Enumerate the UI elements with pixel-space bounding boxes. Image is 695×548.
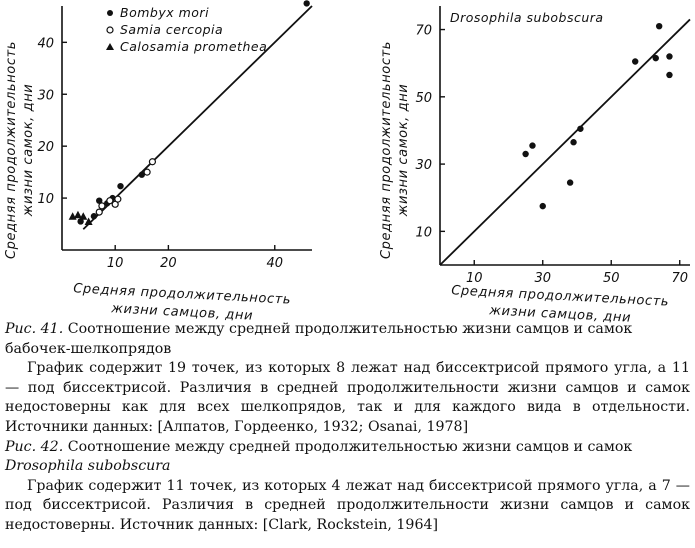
data-point-filled bbox=[632, 58, 638, 64]
data-point-filled bbox=[567, 179, 573, 185]
data-point-filled bbox=[529, 142, 535, 148]
data-point-open bbox=[149, 159, 155, 165]
data-point-filled bbox=[666, 53, 672, 59]
x-axis-label-line2: жизни самцов, дни bbox=[110, 301, 254, 324]
legend-label: Samia cercopia bbox=[120, 22, 224, 37]
figure-title: Соотношение между средней продолжительностью жизни самцов и самок бабочек-шелкопрядов bbox=[5, 321, 633, 357]
data-point-filled bbox=[303, 0, 309, 6]
y-axis-label-line1: Средняя продолжительность bbox=[4, 40, 19, 260]
x-axis-label-line1: Средняя продолжительность bbox=[450, 283, 670, 310]
figure-42-caption bbox=[5, 438, 690, 477]
x-tick-label: 70 bbox=[671, 271, 688, 286]
data-point-open bbox=[144, 169, 150, 175]
data-point-filled bbox=[91, 213, 97, 219]
species-name: Drosophila subobscura bbox=[5, 458, 171, 475]
figure-label: Рис. 41. bbox=[5, 321, 64, 337]
y-tick-label: 50 bbox=[415, 90, 432, 106]
figure-title: Соотношение между средней продолжительностью жизни самцов и самок bbox=[67, 438, 633, 455]
legend-marker-triangle bbox=[106, 43, 114, 50]
y-tick-label: 70 bbox=[415, 23, 432, 39]
legend-label: Calosamia promethea bbox=[120, 39, 268, 54]
data-point-filled bbox=[540, 203, 546, 209]
legend-marker-filled-circle bbox=[107, 10, 113, 16]
chart-title: Drosophila subobscura bbox=[450, 10, 604, 25]
legend bbox=[106, 5, 267, 54]
x-axis-label-line1: Средняя продолжительность bbox=[72, 281, 292, 308]
y-tick-label: 30 bbox=[37, 88, 54, 104]
data-point-filled bbox=[570, 139, 576, 145]
x-tick-label: 20 bbox=[160, 256, 177, 271]
figure-42-description: График содержит 11 точек, из которых 4 лежат над биссектрисой прямого угла, а 7 — под биссектрисой. Различия в средней продолжительности жизни самцов и самок недостоверны. Источник данных: [Clark, Rockstein, 1964] bbox=[5, 477, 690, 533]
y-axis-label-line2: жизни самок, дни bbox=[21, 83, 36, 217]
x-tick-label: 30 bbox=[534, 271, 552, 286]
bisector-line bbox=[440, 19, 690, 265]
y-tick-label: 20 bbox=[37, 140, 54, 156]
legend-marker-open-circle bbox=[107, 27, 113, 33]
y-axis-label-line2: жизни самок, дни bbox=[396, 83, 411, 217]
figure-41-description: График содержит 19 точек, из которых 8 лежат над биссектрисой прямого угла, а 11 — под биссектрисой. Различия в средней продолжительности жизни самцов и самок недостоверны как для всех шелкопрядов, так и для каждого вида в отдельности. Источники данных: [Алпатов, Гордеенко, 1932; Osanai, 1978] bbox=[5, 360, 690, 435]
y-tick-label: 10 bbox=[415, 225, 432, 241]
data-point-filled bbox=[666, 72, 672, 78]
y-tick-label: 10 bbox=[37, 192, 54, 208]
x-tick-label: 40 bbox=[266, 256, 284, 271]
data-point-filled bbox=[117, 183, 123, 189]
captions bbox=[5, 320, 690, 536]
chart-drosophila bbox=[379, 6, 690, 326]
data-point-open bbox=[99, 203, 105, 209]
data-point-filled bbox=[653, 55, 659, 61]
x-tick-label: 10 bbox=[106, 256, 124, 271]
x-tick-label: 10 bbox=[465, 271, 483, 286]
data-point-open bbox=[96, 209, 102, 215]
figure-41-caption bbox=[5, 320, 690, 359]
y-tick-label: 40 bbox=[37, 36, 54, 52]
data-point-filled bbox=[656, 23, 662, 29]
chart-bombyx bbox=[4, 0, 312, 324]
legend-label: Bombyx mori bbox=[120, 5, 210, 20]
x-tick-label: 50 bbox=[602, 271, 620, 286]
data-point-filled bbox=[522, 151, 528, 157]
figure-label: Рис. 42. bbox=[5, 438, 64, 455]
x-axis-label-line2: жизни самцов, дни bbox=[488, 303, 632, 326]
data-point-open bbox=[115, 196, 121, 202]
y-tick-label: 30 bbox=[415, 158, 432, 174]
y-axis-label-line1: Средняя продолжительность bbox=[379, 40, 394, 260]
data-point-filled bbox=[577, 126, 583, 132]
